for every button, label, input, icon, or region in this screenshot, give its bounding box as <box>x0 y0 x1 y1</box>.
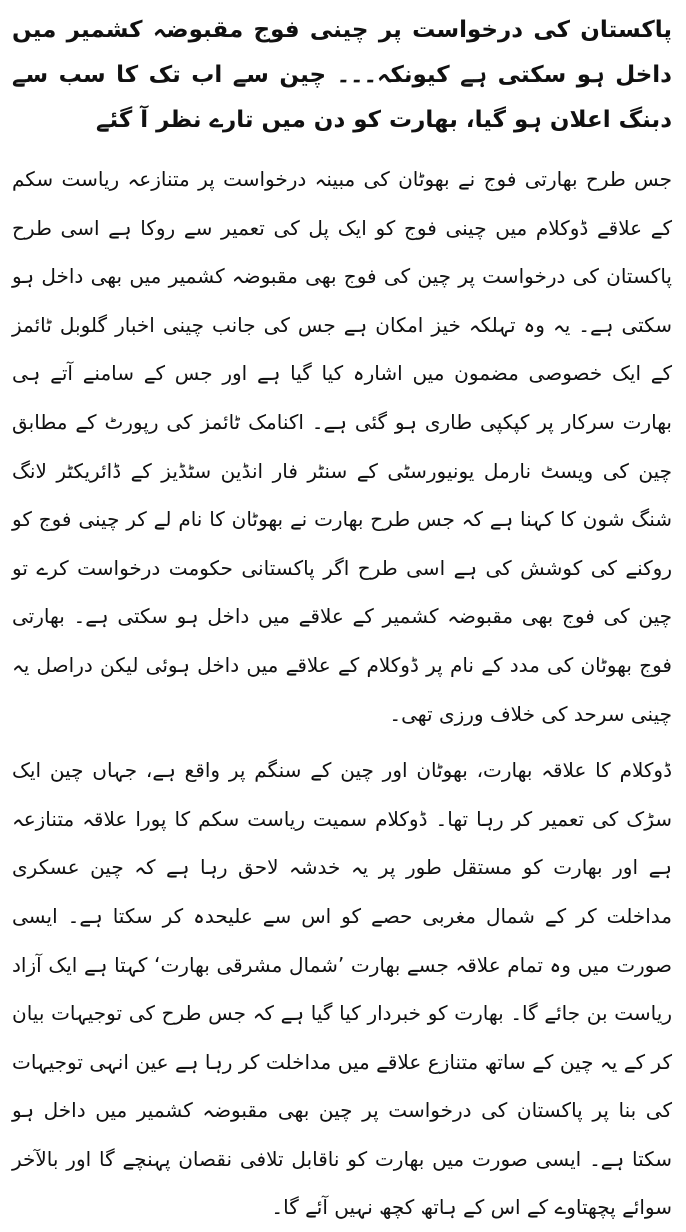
article-paragraph: ڈوکلام کا علاقہ بھارت، بھوٹان اور چین کے سنگم پر واقع ہے، جہاں چین ایک سڑک کی تعمیر کر رہا تھا۔ ڈوکلام سمیت ریاست سکم کا پورا علاقہ متنازعہ ہے اور بھارت کو مستقل طور پر یہ خدشہ لاحق رہا ہے کہ چین عسکری مداخلت کر کے شمال مغربی حصے کو اس سے علیحدہ کر سکتا ہے۔ ایسی صورت میں وہ تمام علاقہ جسے بھارت ’شمال مشرقی بھارت‘ کہتا ہے ایک آزاد ریاست بن جائے گا۔ بھارت کو خبردار کیا گیا ہے کہ جس طرح کی توجیہات بیان کر کے یہ چین کے ساتھ متنازع علاقے میں مداخلت کر رہا ہے عین انہی توجیہات کی بنا پر پاکستان کی درخواست پر چین بھی مقبوضہ کشمیر میں داخل ہو سکتا ہے۔ ایسی صورت میں بھارت کو ناقابل تلافی نقصان پہنچے گا اور بالآخر سوائے پچھتاوے کے اس کے ہاتھ کچھ نہیں آئے گا۔ <box>12 758 672 1220</box>
article-headline: پاکستان کی درخواست پر چینی فوج مقبوضہ کشمیر میں داخل ہو سکتی ہے کیونکہ۔۔۔ چین سے اب تک کا سب سے دبنگ اعلان ہو گیا، بھارت کو دن میں تارے نظر آ گئے <box>12 17 672 133</box>
article-paragraph: جس طرح بھارتی فوج نے بھوٹان کی مبینہ درخواست پر متنازعہ ریاست سکم کے علاقے ڈوکلام میں چینی فوج کو ایک پل کی تعمیر سے روکا ہے اسی طرح پاکستان کی درخواست پر چین کی فوج بھی مقبوضہ کشمیر میں بھی داخل ہو سکتی ہے۔ یہ وہ تہلکہ خیز امکان ہے جس کی جانب چینی اخبار گلوبل ٹائمز کے ایک خصوصی مضمون میں اشارہ کیا گیا ہے اور جس کے سامنے آتے ہی بھارت سرکار پر کپکپی طاری ہو گئی ہے۔ اکنامک ٹائمز کی رپورٹ کے مطابق چین کی ویسٹ نارمل یونیورسٹی کے سنٹر فار انڈین سٹڈیز کے ڈائریکٹر لانگ شنگ شون کا کہنا ہے کہ جس طرح بھارت نے بھوٹان کا نام لے کر چینی فوج کو روکنے کی کوشش کی ہے اسی طرح اگر پاکستانی حکومت درخواست کرے تو چین کی فوج بھی مقبوضہ کشمیر کے علاقے میں داخل ہو سکتی ہے۔ بھارتی فوج بھوٹان کی مدد کے نام پر ڈوکلام کے علاقے میں داخل ہوئی لیکن دراصل یہ چینی سرحد کی خلاف ورزی تھی۔ <box>12 167 672 726</box>
